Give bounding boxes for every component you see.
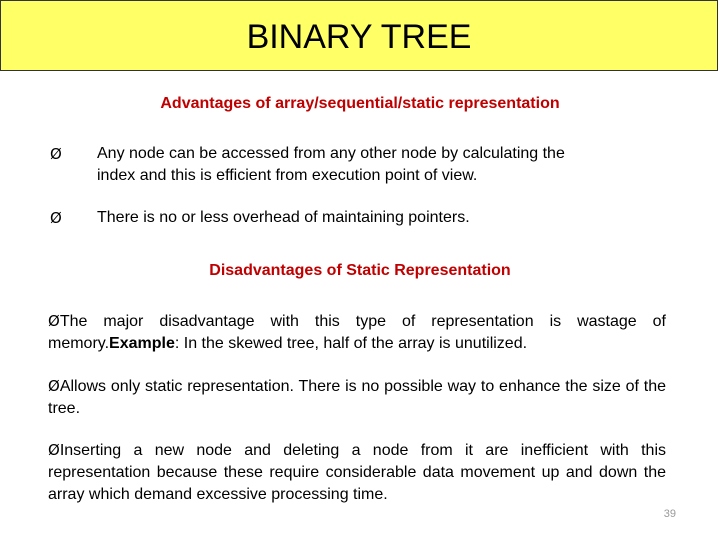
disadvantage-item-3 [48,439,666,506]
disadvantage-item-1-rest: : In the skewed tree, half of the array is unutilized. [174,335,528,352]
bullet-arrow-icon: Ø [48,312,60,330]
bullet-arrow-icon: Ø [50,145,62,163]
disadvantage-item-1 [48,310,666,355]
disadvantage-item-1-text: The major disadvantage with this type of representation is wastage of memory. [48,313,666,352]
advantages-heading: Advantages of array/sequential/static representation [160,95,560,112]
advantage-item-1-line-1: Any node can be accessed from any other node by calculating the [97,145,565,162]
disadvantage-item-2 [48,375,666,420]
advantage-item-1-line-2: index and this is efficient from execution point of view. [97,167,478,184]
disadvantages-heading: Disadvantages of Static Representation [209,262,511,279]
disadvantage-item-2-text: Allows only static representation. There is no possible way to enhance the size of the tree. [48,378,666,417]
bullet-arrow-icon: Ø [48,377,60,395]
page-number: 39 [663,508,676,520]
bullet-arrow-icon: Ø [50,209,62,227]
disadvantage-item-3-text: Inserting a new node and deleting a node from it are inefficient with this representation because these require considerable data movement up and down the array which demand excessive processing time. [48,442,666,503]
advantage-item-2: There is no or less overhead of maintaining pointers. [97,209,470,226]
slide-title: BINARY TREE [246,18,472,56]
example-label: Example [109,335,175,352]
title-banner [0,0,718,71]
bullet-arrow-icon: Ø [48,441,60,459]
